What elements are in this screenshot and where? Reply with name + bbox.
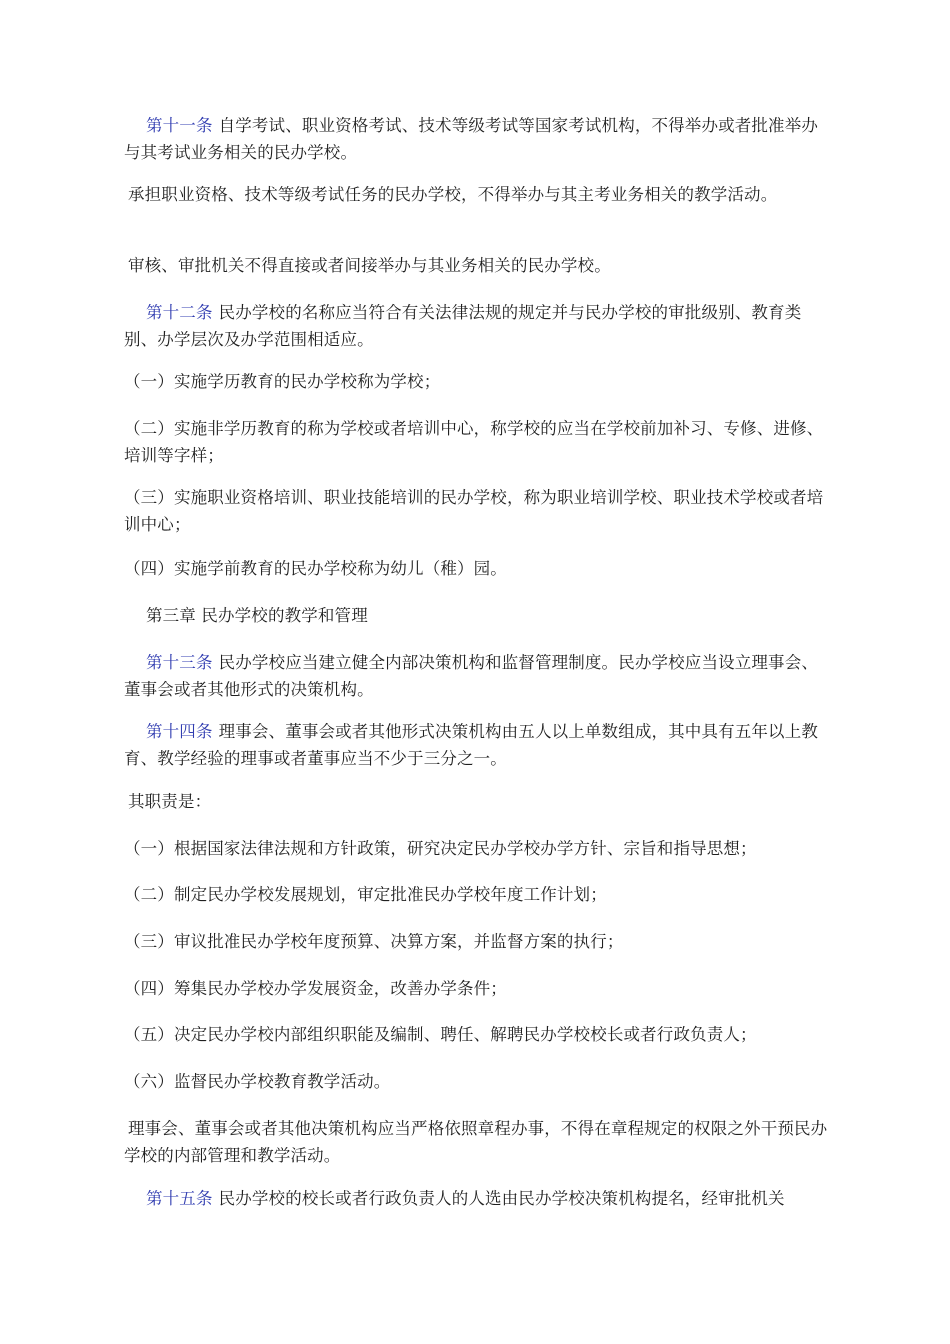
article-15 — [124, 1185, 834, 1212]
paragraph: 承担职业资格、技术等级考试任务的民办学校，不得举办与其主考业务相关的教学活动。 — [128, 185, 778, 204]
list-item: （三）审议批准民办学校年度预算、决算方案，并监督方案的执行； — [124, 932, 624, 951]
paragraph: 理事会、董事会或者其他决策机构应当严格依照章程办事，不得在章程规定的权限之外干预民办学校的内部管理和教学活动。 — [124, 1119, 828, 1165]
list-item: （二）制定民办学校发展规划，审定批准民办学校年度工作计划； — [124, 885, 607, 904]
article-12 — [124, 299, 834, 353]
article-text: 民办学校应当建立健全内部决策机构和监督管理制度。民办学校应当设立理事会、董事会或者其他形式的决策机构。 — [124, 653, 819, 699]
article-text: 理事会、董事会或者其他形式决策机构由五人以上单数组成，其中具有五年以上教育、教学经验的理事或者董事应当不少于三分之一。 — [124, 722, 819, 768]
list-item: （六）监督民办学校教育教学活动。 — [124, 1072, 391, 1091]
article-13 — [124, 649, 834, 703]
article-text: 民办学校的校长或者行政负责人的人选由民办学校决策机构提名，经审批机关 — [218, 1189, 785, 1208]
article-number: 第十三条 — [146, 653, 213, 672]
article-14 — [124, 718, 834, 772]
article-number: 第十五条 — [146, 1189, 213, 1208]
list-item: （五）决定民办学校内部组织职能及编制、聘任、解聘民办学校校长或者行政负责人； — [124, 1025, 757, 1044]
list-item: （二）实施非学历教育的称为学校或者培训中心，称学校的应当在学校前加补习、专修、进修、培训等字样； — [124, 419, 824, 465]
list-item: （一）根据国家法律法规和方针政策，研究决定民办学校办学方针、宗旨和指导思想； — [124, 839, 757, 858]
article-number: 第十二条 — [146, 303, 213, 322]
article-11 — [124, 112, 834, 166]
list-item: （一）实施学历教育的民办学校称为学校； — [124, 372, 441, 391]
paragraph: 其职责是： — [128, 792, 212, 811]
list-item: （四）筹集民办学校办学发展资金，改善办学条件； — [124, 979, 507, 998]
article-text: 自学考试、职业资格考试、技术等级考试等国家考试机构，不得举办或者批准举办与其考试业务相关的民办学校。 — [124, 116, 819, 162]
article-number: 第十一条 — [146, 116, 213, 135]
list-item: （四）实施学前教育的民办学校称为幼儿（稚）园。 — [124, 559, 507, 578]
paragraph: 审核、审批机关不得直接或者间接举办与其业务相关的民办学校。 — [128, 256, 611, 275]
chapter-title: 第三章 民办学校的教学和管理 — [146, 606, 368, 625]
list-item: （三）实施职业资格培训、职业技能培训的民办学校，称为职业培训学校、职业技术学校或者培训中心； — [124, 488, 824, 534]
article-number: 第十四条 — [146, 722, 213, 741]
article-text: 民办学校的名称应当符合有关法律法规的规定并与民办学校的审批级别、教育类别、办学层次及办学范围相适应。 — [124, 303, 802, 349]
